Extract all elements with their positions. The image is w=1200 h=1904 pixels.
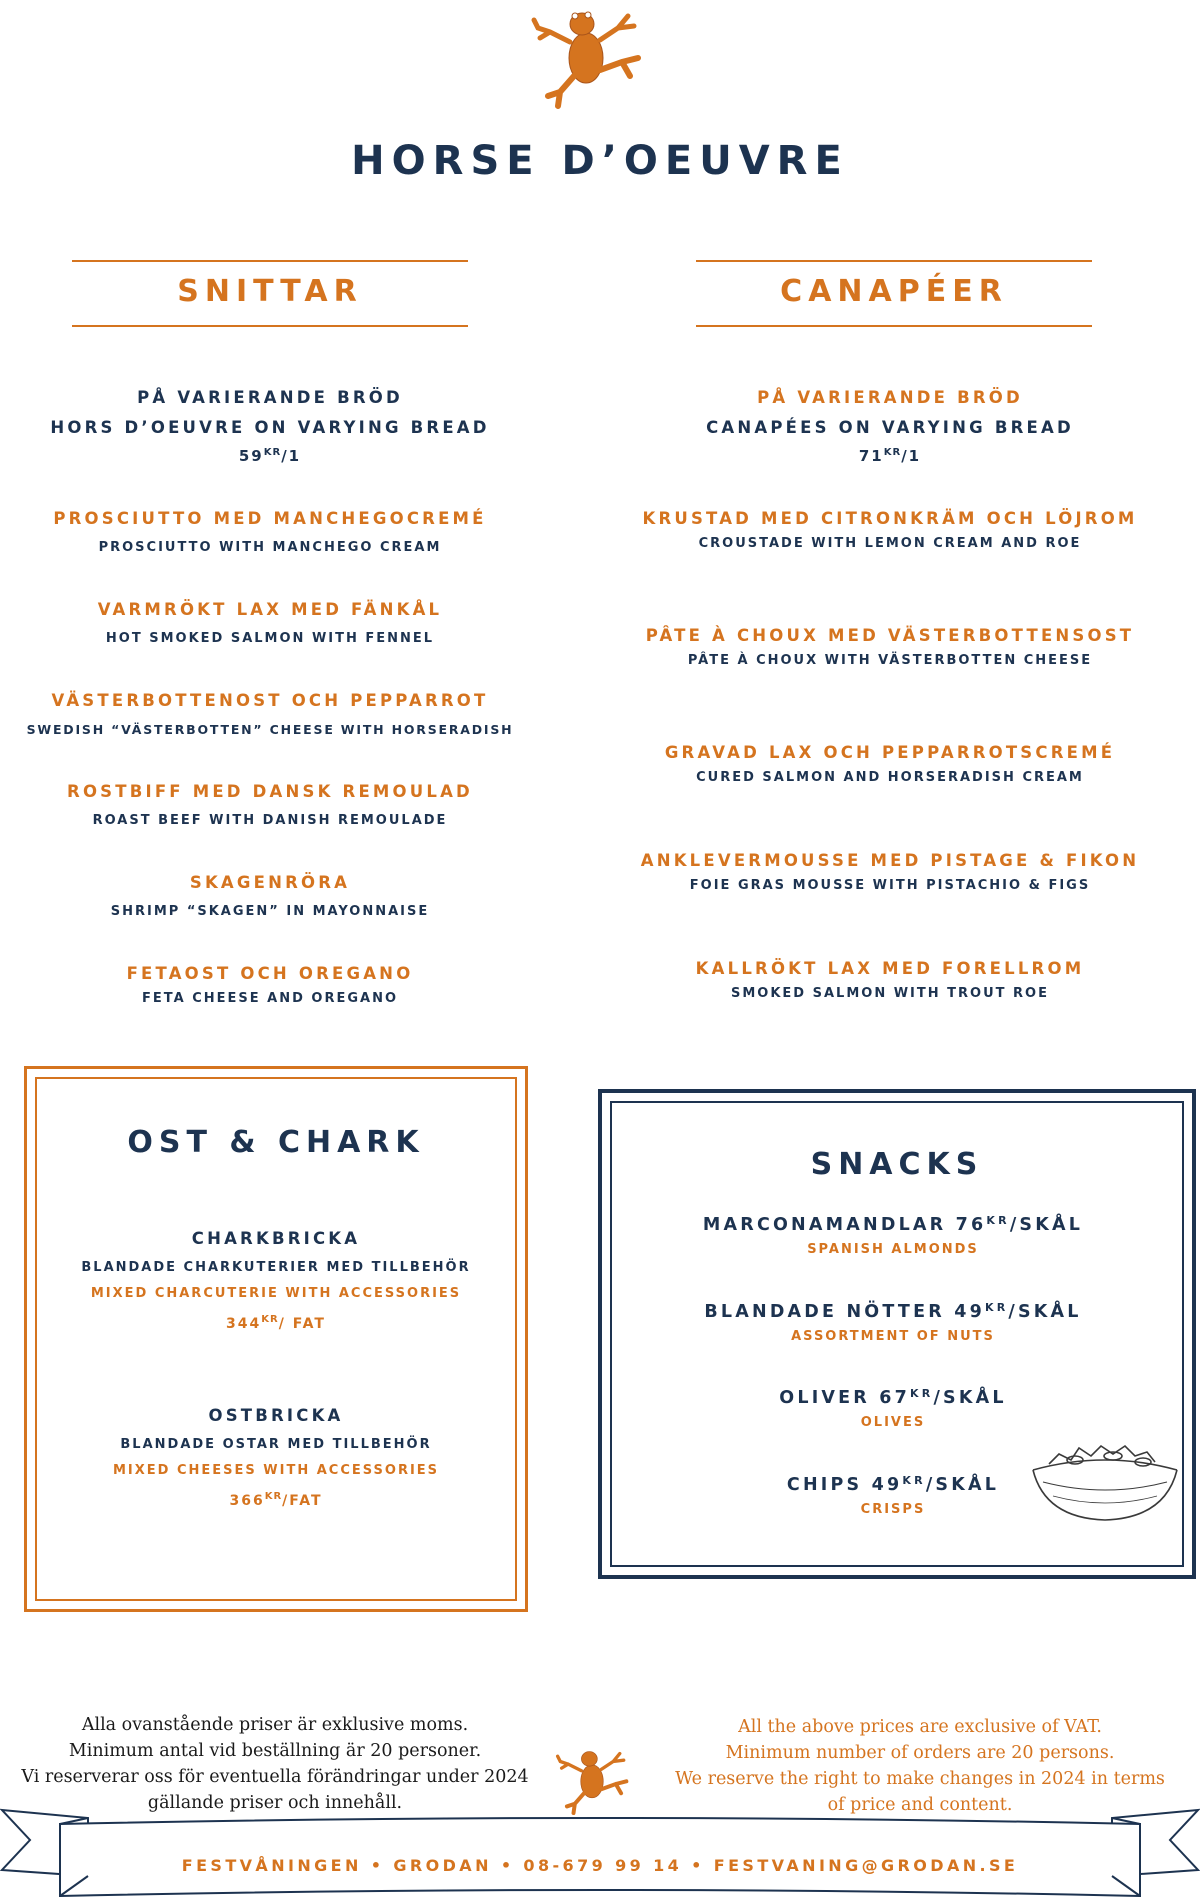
footer-ribbon [0, 1800, 1200, 1904]
snack-bowl-icon [1025, 1420, 1185, 1530]
list-item [620, 954, 1160, 1004]
footer-sv-line: Minimum antal vid beställning är 20 personer. [68, 1741, 482, 1761]
canapeer-intro-sv: PÅ VARIERANDE BRÖD [757, 388, 1023, 407]
item-name-en: ROAST BEEF WITH DANISH REMOULADE [92, 813, 448, 828]
list-item [0, 959, 540, 1009]
item-name: CHARKBRICKA [191, 1229, 361, 1248]
ost-chark-heading: OST & CHARK [127, 1125, 425, 1160]
item-name-en: HOT SMOKED SALMON WITH FENNEL [105, 631, 435, 646]
item-name: MARCONAMANDLAR $76^{KR}$/SKÅL [702, 1214, 1084, 1235]
item-desc-en: OLIVES [860, 1415, 926, 1430]
item-desc-en: MIXED CHARCUTERIE WITH ACCESSORIES [90, 1286, 462, 1301]
list-item [24, 1224, 528, 1332]
list-item [24, 1401, 528, 1509]
footer-sv-line: gällande priser och innehåll. [147, 1793, 403, 1813]
item-price: $344^{KR}/$ FAT [226, 1314, 326, 1332]
item-name-sv: FETAOST OCH OREGANO [126, 964, 414, 983]
snittar-intro-en: HORS D’OEUVRE ON VARYING BREAD [50, 418, 490, 437]
item-name: BLANDADE NÖTTER $49^{KR}$/SKÅL [704, 1301, 1082, 1322]
snittar-rule-top [72, 260, 468, 262]
item-name-sv: PÂTE À CHOUX MED VÄSTERBOTTENSOST [645, 626, 1135, 645]
item-name-en: CROUSTADE WITH LEMON CREAM AND ROE [698, 536, 1082, 551]
item-name: OSTBRICKA [208, 1406, 344, 1425]
footer-contact: FESTVÅNINGEN • GRODAN • 08-679 99 14 • FESTVANING@GRODAN.SE [181, 1856, 1019, 1875]
snittar-rule-bottom [72, 325, 468, 327]
item-name-en: CURED SALMON AND HORSERADISH CREAM [696, 770, 1084, 785]
canapeer-heading: CANAPÉER [780, 274, 1008, 309]
item-name-sv: KALLRÖKT LAX MED FORELLROM [695, 959, 1085, 978]
item-name-en: PÂTE À CHOUX WITH VÄSTERBOTTEN CHEESE [687, 653, 1093, 668]
canapeer-intro [620, 383, 1160, 465]
item-name-en: SHRIMP “SKAGEN” IN MAYONNAISE [110, 904, 430, 919]
list-item [598, 1206, 1188, 1260]
list-item [598, 1293, 1188, 1347]
canapeer-rule-bottom [696, 325, 1092, 327]
list-item [620, 504, 1160, 554]
item-name-sv: VÄSTERBOTTENOST OCH PEPPARROT [51, 691, 489, 710]
frog-icon [530, 0, 645, 112]
item-name-sv: GRAVAD LAX OCH PEPPARROTSCREMÉ [664, 743, 1116, 762]
item-desc-en: ASSORTMENT OF NUTS [791, 1329, 995, 1344]
list-item [0, 777, 540, 831]
footer-sv-line: Vi reserverar oss för eventuella förändringar under 2024 [21, 1767, 529, 1787]
list-item [0, 595, 540, 649]
item-desc-en: MIXED CHEESES WITH ACCESSORIES [112, 1463, 440, 1478]
snacks-heading: SNACKS [810, 1147, 984, 1182]
item-desc-en: SPANISH ALMONDS [807, 1242, 979, 1257]
list-item [620, 621, 1160, 671]
item-name: CHIPS $49^{KR}$/SKÅL [786, 1474, 1000, 1495]
footer-en-line: Minimum number of orders are 20 persons. [725, 1743, 1115, 1763]
item-name-en: FOIE GRAS MOUSSE WITH PISTACHIO & FIGS [689, 878, 1091, 893]
item-name-en: PROSCIUTTO WITH MANCHEGO CREAM [98, 540, 442, 555]
item-name-sv: ANKLEVERMOUSSE MED PISTAGE & FIKON [640, 851, 1140, 870]
snittar-intro-sv: PÅ VARIERANDE BRÖD [137, 388, 403, 407]
list-item [620, 738, 1160, 788]
footer-sv-line: Alla ovanstående priser är exklusive moms. [81, 1715, 469, 1735]
item-name-sv: SKAGENRÖRA [189, 873, 351, 892]
canapeer-intro-en: CANAPÉES ON VARYING BREAD [706, 418, 1074, 437]
footer-en-line: of price and content. [827, 1795, 1013, 1815]
item-name-en: SWEDISH “VÄSTERBOTTEN” CHEESE WITH HORSERADISH [26, 722, 514, 737]
item-name-sv: VARMRÖKT LAX MED FÄNKÅL [97, 600, 443, 619]
item-name-sv: PROSCIUTTO MED MANCHEGOCREMÉ [53, 509, 487, 528]
item-name-sv: ROSTBIFF MED DANSK REMOULAD [67, 782, 473, 801]
snittar-heading: SNITTAR [177, 274, 363, 309]
item-name-en: SMOKED SALMON WITH TROUT ROE [731, 986, 1049, 1001]
snittar-intro [0, 383, 540, 465]
item-desc-sv: BLANDADE OSTAR MED TILLBEHÖR [120, 1437, 432, 1452]
snittar-intro-price: $59^{KR}/1$ [238, 447, 302, 465]
page-title: HORSE D’OEUVRE [351, 138, 849, 184]
canapeer-rule-top [696, 260, 1092, 262]
item-name-en: FETA CHEESE AND OREGANO [141, 991, 399, 1006]
list-item [0, 868, 540, 922]
item-name-sv: KRUSTAD MED CITRONKRÄM OCH LÖJROM [642, 509, 1138, 528]
item-desc-en: CRISPS [860, 1502, 926, 1517]
canapeer-intro-price: $71^{KR}/1$ [858, 447, 922, 465]
list-item [0, 504, 540, 558]
footer-en-line: We reserve the right to make changes in 2024 in terms [675, 1769, 1165, 1789]
list-item [0, 686, 540, 740]
footer-en-line: All the above prices are exclusive of VAT. [738, 1717, 1102, 1737]
list-item [620, 846, 1160, 896]
item-price: $366^{KR}$/FAT [229, 1491, 323, 1509]
item-name: OLIVER $67^{KR}$/SKÅL [779, 1387, 1007, 1408]
item-desc-sv: BLANDADE CHARKUTERIER MED TILLBEHÖR [81, 1260, 471, 1275]
